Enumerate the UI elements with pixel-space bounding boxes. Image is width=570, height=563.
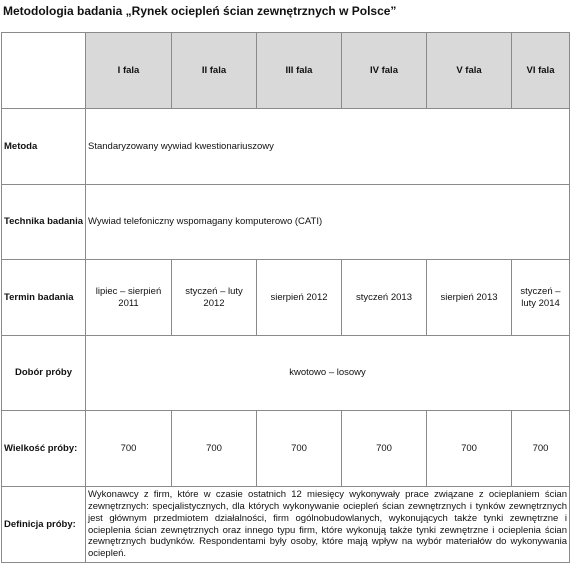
date-cell: styczeń 2013 [342, 260, 427, 336]
header-empty-cell [2, 33, 86, 109]
document-title: Metodologia badania „Rynek ociepleń ścian zewnętrznych w Polsce” [3, 4, 397, 18]
wave-header: I fala [86, 33, 172, 109]
technique-value: Wywiad telefoniczny wspomagany komputerowo (CATI) [86, 185, 570, 260]
date-row [2, 260, 570, 336]
row-label: Definicja próby: [2, 487, 86, 563]
wave-header: VI fala [512, 33, 570, 109]
sample-size-cell: 700 [342, 411, 427, 487]
sample-size-cell: 700 [427, 411, 512, 487]
date-cell: sierpień 2012 [257, 260, 342, 336]
row-label: Wielkość próby: [2, 411, 86, 487]
sample-size-cell: 700 [86, 411, 172, 487]
sampling-value: kwotowo – losowy [86, 336, 570, 411]
header-row [2, 33, 570, 109]
row-label: Technika badania [2, 185, 86, 260]
method-row [2, 109, 570, 185]
row-label: Metoda [2, 109, 86, 185]
date-cell: styczeń – luty 2012 [172, 260, 257, 336]
sampling-row [2, 336, 570, 411]
wave-header: IV fala [342, 33, 427, 109]
wave-header: III fala [257, 33, 342, 109]
technique-row [2, 185, 570, 260]
methodology-table [1, 32, 570, 563]
date-cell: lipiec – sierpień 2011 [86, 260, 172, 336]
row-label: Dobór próby [2, 336, 86, 411]
row-label: Termin badania [2, 260, 86, 336]
definition-row [2, 487, 570, 563]
date-cell: styczeń – luty 2014 [512, 260, 570, 336]
sample-size-cell: 700 [512, 411, 570, 487]
date-cell: sierpień 2013 [427, 260, 512, 336]
sample-size-cell: 700 [257, 411, 342, 487]
wave-header: II fala [172, 33, 257, 109]
sample-size-cell: 700 [172, 411, 257, 487]
definition-value: Wykonawcy z firm, które w czasie ostatnich 12 miesięcy wykonywały prace związane z ocieplaniem ścian zewnętrznych: specjalistycznych, dla których wykonywanie ociepleń ścian zewnętrznych i tynków zewnętrznych jest głównym przedmiotem działalności, firm ogólnobudowlanych, wykonujących także tynki zewnętrzne i ocieplenia ścian zewnętrznych oraz innego typu firm, które wykonują także tynki zewnętrzne i ocieplenia ścian zewnętrznych budynków. Respondentami były osoby, które mają wpływ na wybór materiałów do wykonywania ociepleń. [86, 487, 570, 563]
wave-header: V fala [427, 33, 512, 109]
method-value: Standaryzowany wywiad kwestionariuszowy [86, 109, 570, 185]
sample-size-row [2, 411, 570, 487]
